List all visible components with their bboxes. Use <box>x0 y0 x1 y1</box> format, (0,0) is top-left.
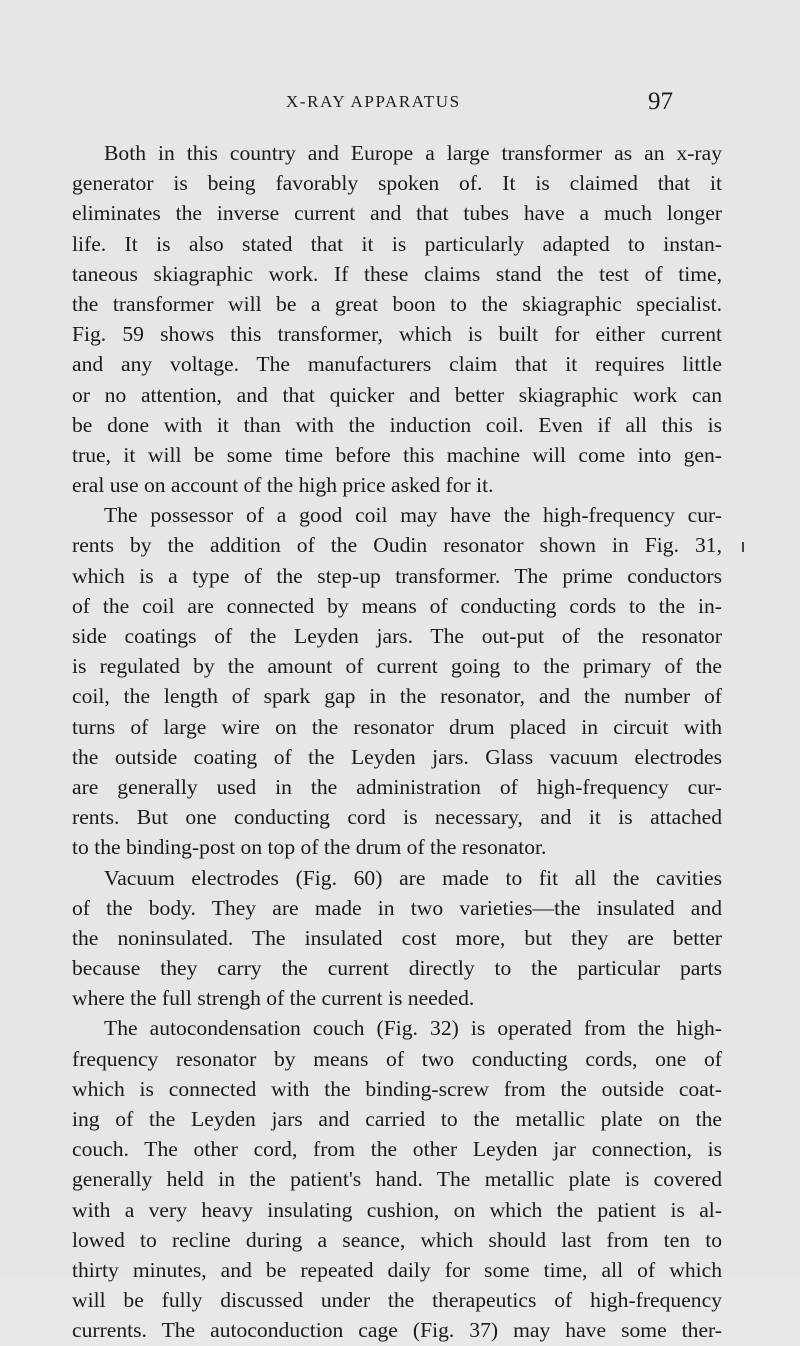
print-mark <box>742 542 744 552</box>
text-line: which is connected with the binding-screw from the outside coat- <box>72 1076 722 1101</box>
text-line: true, it will be some time before this machine will come into gen- <box>72 442 722 467</box>
text-line: currents. The autoconduction cage (Fig. 37) may have some ther- <box>72 1318 722 1343</box>
text-line: generator is being favorably spoken of. It is claimed that it <box>72 171 722 196</box>
paragraph-end-line: where the full strengh of the current is needed. <box>72 986 475 1011</box>
text-line: Both in this country and Europe a large transformer as an x-ray <box>104 141 722 165</box>
text-line: turns of large wire on the resonator drum placed in circuit with <box>72 714 722 739</box>
text-line: and any voltage. The manufacturers claim that it requires little <box>72 352 722 377</box>
text-line: eliminates the inverse current and that tubes have a much longer <box>72 201 722 226</box>
page-number: 97 <box>648 88 673 115</box>
text-line: life. It is also stated that it is particularly adapted to instan- <box>72 231 722 256</box>
text-line: taneous skiagraphic work. If these claims stand the test of time, <box>72 261 722 286</box>
paragraph-end-line: to the binding-post on top of the drum of the resonator. <box>72 835 547 860</box>
text-line: Vacuum electrodes (Fig. 60) are made to fit all the cavities <box>104 865 722 890</box>
text-line: couch. The other cord, from the other Leyden jar connection, is <box>72 1137 722 1162</box>
text-line: The possessor of a good coil may have the high-frequency cur- <box>104 503 722 528</box>
text-line: coil, the length of spark gap in the resonator, and the number of <box>72 684 722 709</box>
text-line: the noninsulated. The insulated cost more, but they are better <box>72 925 722 950</box>
text-line: be done with it than with the induction coil. Even if all this is <box>72 412 722 437</box>
text-line: of the body. They are made in two varieties—the insulated and <box>72 895 722 920</box>
paragraph-end-line: eral use on account of the high price asked for it. <box>72 473 494 498</box>
text-line: the outside coating of the Leyden jars. Glass vacuum electrodes <box>72 744 722 769</box>
text-line: generally held in the patient's hand. The metallic plate is covered <box>72 1167 722 1192</box>
text-line: with a very heavy insulating cushion, on which the patient is al- <box>72 1197 722 1222</box>
text-line: are generally used in the administration of high-frequency cur- <box>72 774 722 799</box>
running-head-title: X-RAY APPARATUS <box>286 92 461 111</box>
text-line: or no attention, and that quicker and better skiagraphic work can <box>72 382 722 407</box>
text-line: Fig. 59 shows this transformer, which is built for either current <box>72 322 722 347</box>
text-line: the transformer will be a great boon to the skiagraphic specialist. <box>72 291 722 316</box>
text-line: rents. But one conducting cord is necessary, and it is attached <box>72 805 722 830</box>
body-text <box>72 138 722 1346</box>
text-line: lowed to recline during a seance, which should last from ten to <box>72 1227 722 1252</box>
text-line: rents by the addition of the Oudin resonator shown in Fig. 31, <box>72 533 722 558</box>
text-line: which is a type of the step-up transformer. The prime conductors <box>72 563 722 588</box>
text-line: is regulated by the amount of current going to the primary of the <box>72 654 722 679</box>
running-head <box>0 88 800 118</box>
text-line: side coatings of the Leyden jars. The out-put of the resonator <box>72 624 722 648</box>
text-line: The autocondensation couch (Fig. 32) is operated from the high- <box>104 1016 722 1041</box>
text-line: of the coil are connected by means of conducting cords to the in- <box>72 593 722 618</box>
text-line: will be fully discussed under the therapeutics of high-frequency <box>72 1288 722 1313</box>
text-line: ing of the Leyden jars and carried to the metallic plate on the <box>72 1107 722 1131</box>
text-line: thirty minutes, and be repeated daily for some time, all of which <box>72 1257 722 1282</box>
text-line: frequency resonator by means of two conducting cords, one of <box>72 1046 722 1071</box>
text-line: because they carry the current directly to the particular parts <box>72 956 722 981</box>
